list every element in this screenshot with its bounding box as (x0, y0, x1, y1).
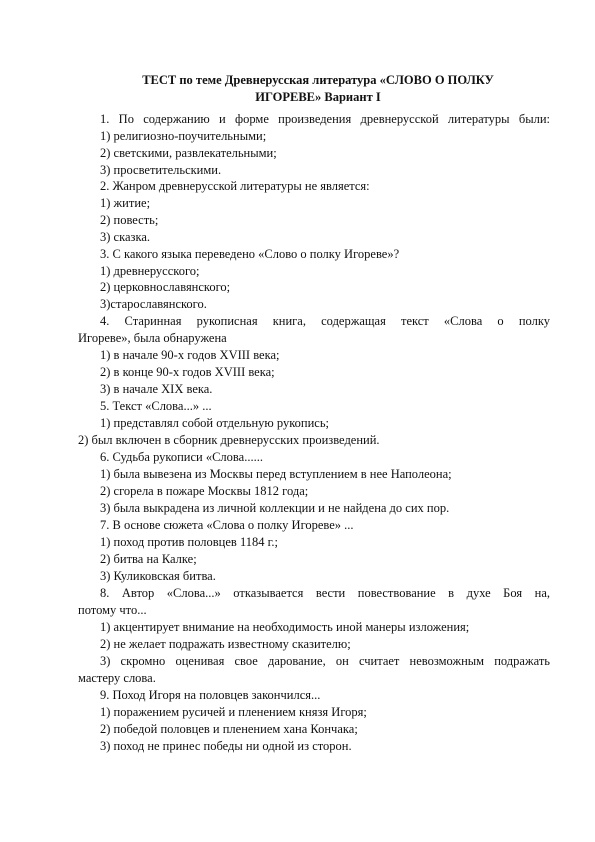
text-line: 1) поражением русичей и пленением князя Игоря; (100, 705, 367, 719)
text-line: 1) поход против половцев 1184 г.; (100, 535, 278, 549)
text-line: 2) светскими, развлекательными; (100, 146, 277, 160)
text-line: 2) был включен в сборник древнерусских произведений. (78, 433, 380, 447)
text-line: мастеру слова. (78, 671, 156, 685)
text-line: 2) повесть; (100, 213, 159, 227)
text-line: 3) Куликовская битва. (100, 569, 216, 583)
text-line: 9. Поход Игоря на половцев закончился... (100, 688, 321, 702)
text-line: 2) в конце 90-х годов XVIII века; (100, 365, 275, 379)
text-line: 3) просветительскими. (100, 163, 222, 177)
text-line: 3) поход не принес победы ни одной из сторон. (100, 739, 352, 753)
text-line: 3)старославянского. (100, 297, 207, 311)
text-line: Игореве», была обнаружена (78, 331, 227, 345)
text-line: 2) церковнославянского; (100, 280, 231, 294)
text-line: 3) сказка. (100, 230, 151, 244)
text-line: 6. Судьба рукописи «Слова...... (100, 450, 263, 464)
text-line: 3) была выкрадена из личной коллекции и не найдена до сих пор. (100, 501, 450, 515)
text-line: 5. Текст «Слова...» ... (100, 399, 212, 413)
text-line: 8. Автор «Слова...» отказывается вести повествование в духе Боя на, (100, 586, 550, 600)
text-line: 1) религиозно-поучительными; (100, 129, 267, 143)
text-line: 3) в начале XIX века. (100, 382, 213, 396)
test-title-line-2: ИГОРЕВЕ» Вариант I (255, 90, 381, 104)
text-line: 2. Жанром древнерусской литературы не является: (100, 179, 370, 193)
text-line: потому что... (78, 603, 147, 617)
text-line: 2) сгорела в пожаре Москвы 1812 года; (100, 484, 309, 498)
text-line: 3) скромно оценивая свое дарование, он считает невозможным подражать (100, 654, 550, 668)
text-line: 2) не желает подражать известному сказителю; (100, 637, 351, 651)
text-line: 1. По содержанию и форме произведения древнерусской литературы были: (100, 112, 550, 126)
text-line: 4. Старинная рукописная книга, содержащая текст «Слова о полку (100, 314, 550, 328)
text-line: 2) битва на Калке; (100, 552, 197, 566)
text-line: 7. В основе сюжета «Слова о полку Игореве» ... (100, 518, 354, 532)
text-line: 1) представлял собой отдельную рукопись; (100, 416, 329, 430)
text-line: 1) была вывезена из Москвы перед вступлением в нее Наполеона; (100, 467, 452, 481)
text-line: 1) акцентирует внимание на необходимость иной манеры изложения; (100, 620, 470, 634)
text-line: 3. С какого языка переведено «Слово о полку Игореве»? (100, 247, 400, 261)
text-line: 2) победой половцев и пленением хана Кончака; (100, 722, 358, 736)
test-title-line-1: ТЕСТ по теме Древнерусская литература «СЛОВО О ПОЛКУ (142, 73, 494, 87)
text-line: 1) житие; (100, 196, 151, 210)
text-line: 1) древнерусского; (100, 264, 200, 278)
text-line: 1) в начале 90-х годов XVIII века; (100, 348, 280, 362)
